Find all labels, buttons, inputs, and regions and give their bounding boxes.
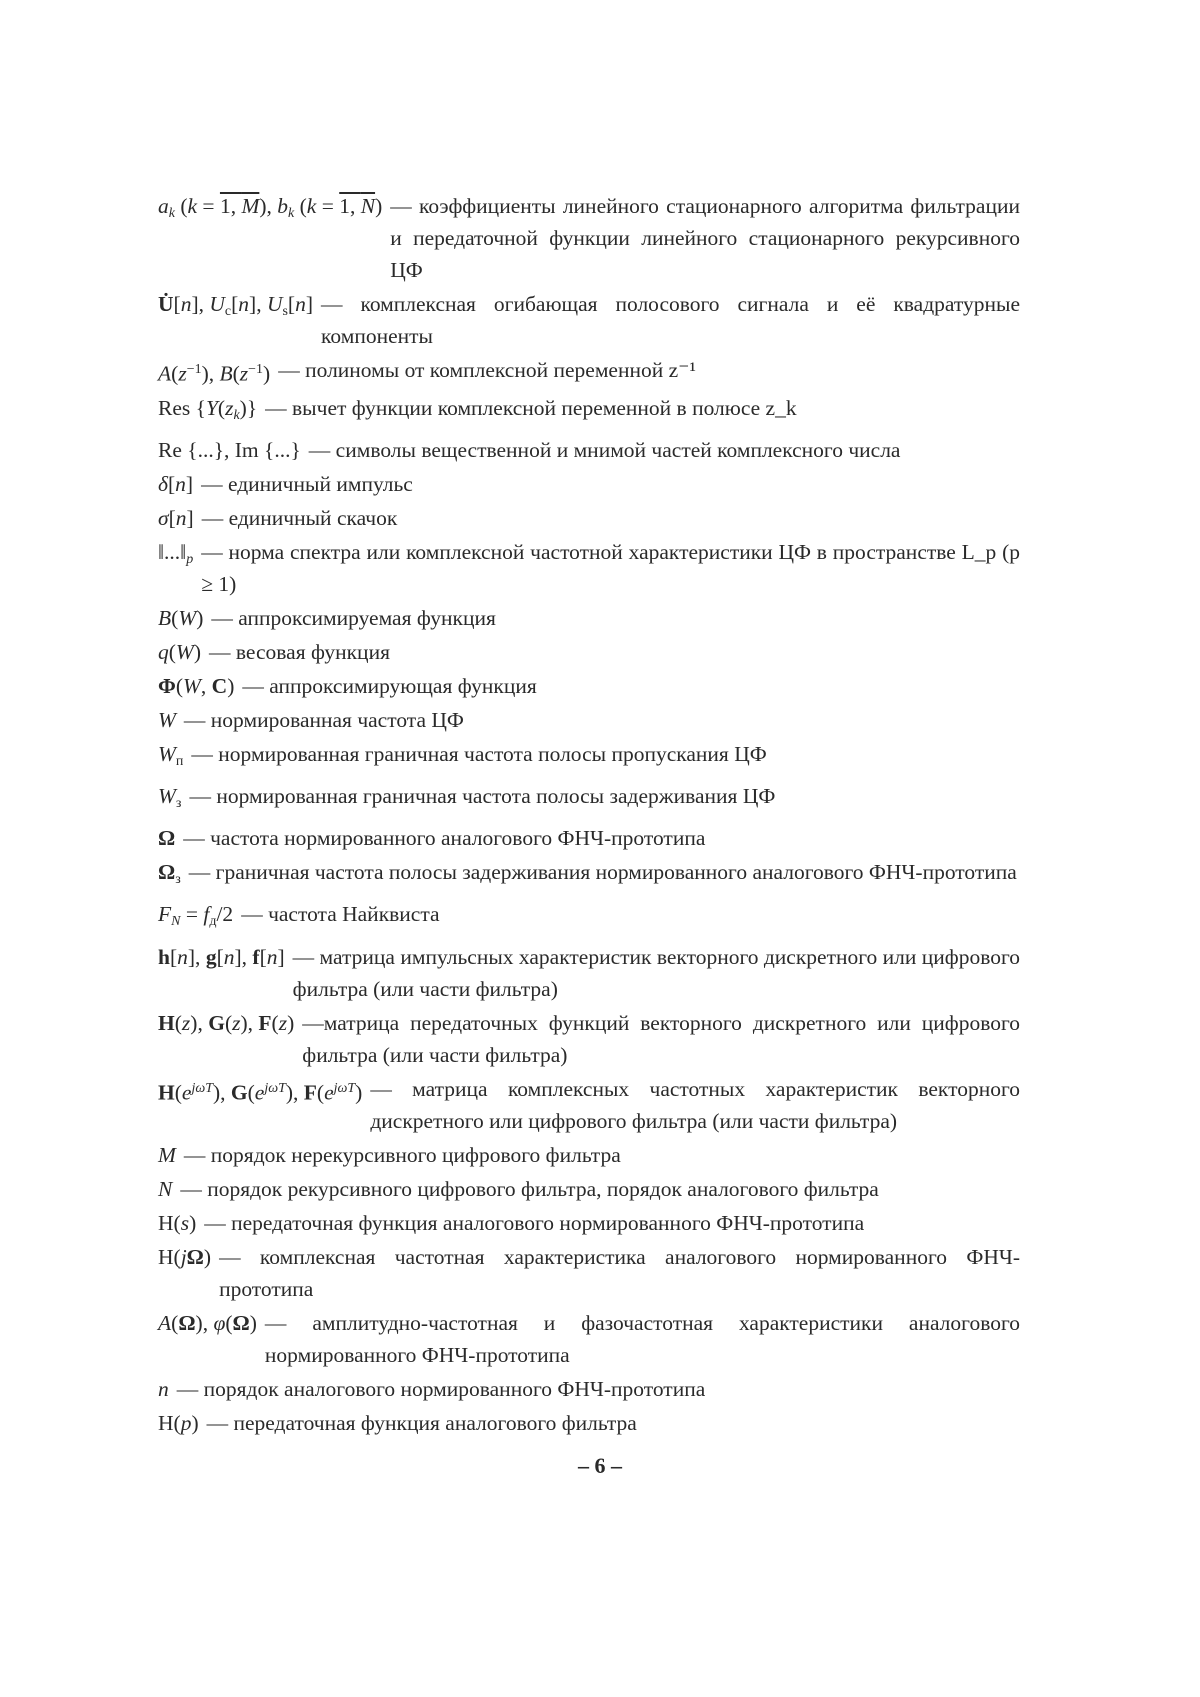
notation-entry: [158, 1207, 1020, 1239]
symbol: $F_N = f_д/2$: [158, 902, 234, 930]
notation-entry: [158, 898, 1020, 938]
description: — нормированная граничная частота полосы задерживания ЦФ: [189, 784, 776, 809]
description: — амплитудно-частотная и фазочастотная характеристики аналогового нормированного ФНЧ-прототипа: [264, 1310, 1020, 1367]
description: — единичный скачок: [201, 505, 398, 530]
symbol: Ω: [158, 826, 176, 851]
description: — символы вещественной и мнимой частей комплексного числа: [308, 437, 901, 462]
symbol: $‖...‖_p$: [158, 539, 194, 568]
description: — нормированная частота ЦФ: [183, 707, 464, 732]
notation-entry: [158, 288, 1020, 352]
description: — нормированная граничная частота полосы пропускания ЦФ: [191, 741, 767, 766]
symbol: $a_k$ (k = 1, M), $b_k$ (k = 1, N): [158, 194, 383, 222]
notation-entry: [158, 1307, 1020, 1371]
notation-entry: [158, 856, 1020, 896]
symbol: U̇[n], $U_c[n]$, $U_s[n]$: [158, 292, 314, 320]
description: — передаточная функция аналогового нормированного ФНЧ-прототипа: [204, 1210, 865, 1235]
notation-entry: [158, 1073, 1020, 1137]
notation-entry: [158, 780, 1020, 820]
notation-entry: [158, 1373, 1020, 1405]
notation-entry: [158, 941, 1020, 1005]
notation-entry: [158, 468, 1020, 500]
page-number: – 6 –: [578, 1453, 622, 1478]
notation-entry: [158, 602, 1020, 634]
description: — весовая функция: [209, 639, 390, 664]
notation-entry: [158, 704, 1020, 736]
description: — аппроксимирующая функция: [242, 673, 537, 698]
symbol: H(p): [158, 1410, 199, 1435]
symbol: Re {...}, Im {...}: [158, 437, 301, 462]
notation-entry: [158, 392, 1020, 432]
notation-entry: [158, 670, 1020, 702]
notation-list: [158, 190, 1020, 1441]
symbol: H(s): [158, 1210, 197, 1235]
notation-entry: [158, 434, 1020, 466]
symbol: H(z), G(z), F(z): [158, 1010, 295, 1035]
symbol: N: [158, 1176, 173, 1201]
symbol: M: [158, 1142, 176, 1167]
description: — порядок нерекурсивного цифрового фильтра: [183, 1142, 621, 1167]
notation-entry: [158, 1007, 1020, 1071]
symbol: $W_п$: [158, 741, 184, 770]
notation-entry: [158, 738, 1020, 778]
description: — матрица импульсных характеристик векторного дискретного или цифрового фильтра (или части фильтра): [292, 944, 1020, 1001]
notation-entry: [158, 354, 1020, 390]
description: — комплексная частотная характеристика аналогового нормированного ФНЧ-прототипа: [219, 1244, 1020, 1301]
description: —матрица передаточных функций векторного дискретного или цифрового фильтра (или части фильтра): [302, 1010, 1020, 1067]
notation-entry: [158, 636, 1020, 668]
symbol: n: [158, 1376, 169, 1401]
symbol: $\Omega_з$: [158, 860, 181, 888]
description: — аппроксимируемая функция: [211, 605, 496, 630]
notation-entry: [158, 536, 1020, 600]
symbol: σ[n]: [158, 505, 194, 530]
notation-entry: [158, 190, 1020, 286]
symbol: $A(z^{-1})$, $B(z^{-1})$: [158, 361, 271, 386]
symbol: h[n], g[n], f[n]: [158, 944, 285, 969]
symbol: Res $\{Y(z_k)\}$: [158, 395, 258, 423]
description: — комплексная огибающая полосового сигнала и её квадратурные компоненты: [321, 292, 1020, 348]
symbol: $W_з$: [158, 784, 182, 812]
description: — вычет функции комплексной переменной в полюсе z_k: [265, 395, 797, 420]
notation-entry: [158, 1139, 1020, 1171]
symbol: W: [158, 707, 176, 732]
description: — норма спектра или комплексной частотной характеристики ЦФ в пространстве L_p (p ≥ 1): [201, 539, 1020, 596]
notation-entry: [158, 502, 1020, 534]
description: — передаточная функция аналогового фильтра: [206, 1410, 637, 1435]
symbol: H(jΩ): [158, 1244, 212, 1269]
notation-entry: [158, 1173, 1020, 1205]
symbol: $H(e^{j\omega T})$, $G(e^{j\omega T})$, $F(e^{j\omega T})$: [158, 1080, 363, 1105]
symbol: δ[n]: [158, 471, 194, 496]
description: — частота нормированного аналогового ФНЧ-прототипа: [183, 826, 706, 851]
description: — полиномы от комплексной переменной z⁻¹: [278, 358, 696, 382]
description: — частота Найквиста: [241, 902, 440, 927]
symbol: B(W): [158, 605, 204, 630]
description: — граничная частота полосы задерживания нормированного аналогового ФНЧ-прототипа: [188, 860, 1017, 885]
description: — коэффициенты линейного стационарного алгоритма фильтрации и передаточной функции линейного стационарного рекурсивного ЦФ: [390, 194, 1020, 282]
description: — единичный импульс: [201, 471, 413, 496]
notation-entry: [158, 1241, 1020, 1305]
description: — порядок рекурсивного цифрового фильтра, порядок аналогового фильтра: [180, 1176, 879, 1201]
symbol: q(W): [158, 639, 202, 664]
symbol: A(Ω), φ(Ω): [158, 1310, 257, 1335]
notation-entry: [158, 1407, 1020, 1439]
description: — порядок аналогового нормированного ФНЧ-прототипа: [176, 1376, 706, 1401]
notation-entry: [158, 822, 1020, 854]
symbol: Φ(W, C): [158, 673, 235, 698]
description: — матрица комплексных частотных характеристик векторного дискретного или цифрового фильтра (или части фильтра): [370, 1076, 1020, 1133]
